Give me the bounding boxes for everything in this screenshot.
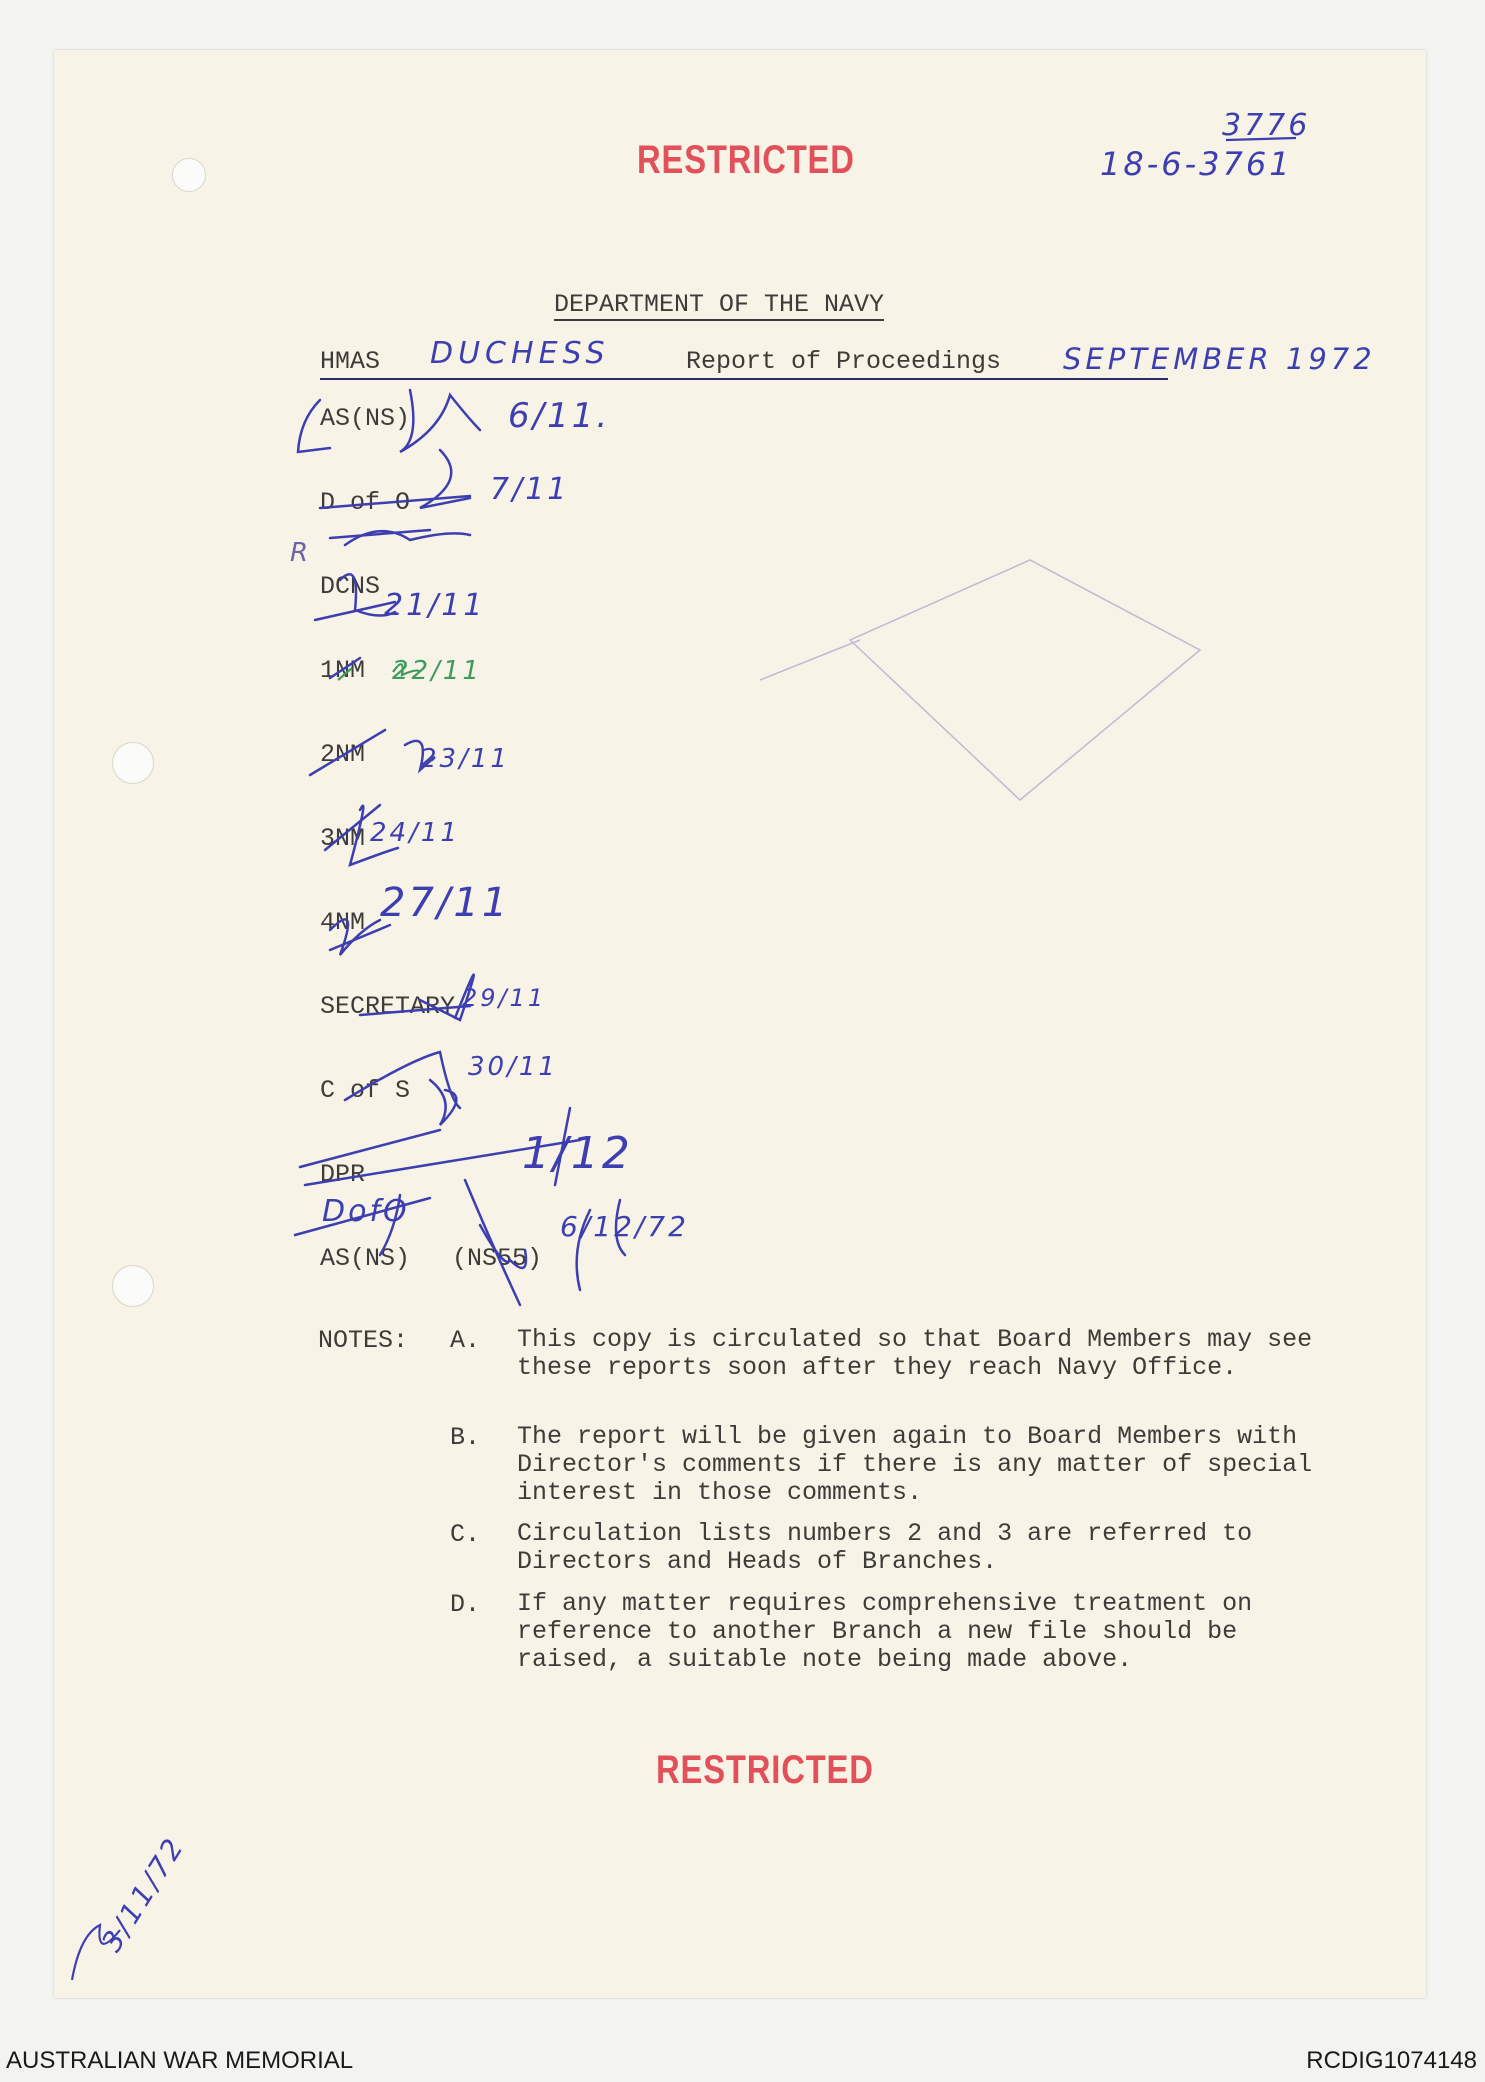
routing-annotation: 24/11 xyxy=(370,818,460,848)
note-letter: B. xyxy=(450,1423,481,1452)
note-letter: C. xyxy=(450,1520,481,1549)
punch-hole xyxy=(172,158,206,192)
punch-hole xyxy=(112,742,154,784)
document-title: DEPARTMENT OF THE NAVY xyxy=(554,290,885,319)
footer-source: AUSTRALIAN WAR MEMORIAL xyxy=(6,2047,354,2074)
routing-annotation: 6/11. xyxy=(508,396,611,436)
handwritten-dofo: DofO xyxy=(322,1194,410,1229)
file-ref-bottom: 18-6-3761 xyxy=(1100,145,1293,183)
note-text: If any matter requires comprehensive treatment on reference to another Branch a new file should be raised, a suitable note being made above. xyxy=(517,1589,1253,1674)
routing-annotation: 7/11 xyxy=(490,472,570,507)
margin-initial: R xyxy=(290,538,312,568)
routing-label-2nm: 2NM xyxy=(320,740,366,769)
routing-annotation: 30/11 xyxy=(468,1052,558,1082)
routing-label-1nm: 1NM xyxy=(320,656,366,685)
handwritten-final-date: 6/12/72 xyxy=(560,1210,689,1243)
note-letter: D. xyxy=(450,1590,481,1619)
routing-annotation: 23/11 xyxy=(420,744,510,774)
routing-label-d-of-o: D of O xyxy=(320,488,411,517)
corner-note: 3/11/72 xyxy=(95,1830,192,1958)
routing-annotation: 21/11 xyxy=(384,588,486,623)
note-text: The report will be given again to Board Members with Director's comments if there is any matter of special interest in those comments. xyxy=(517,1422,1313,1507)
routing-label-dpr: DPR xyxy=(320,1160,366,1189)
routing-label-3nm: 3NM xyxy=(320,824,366,853)
report-line-rule xyxy=(320,378,1168,380)
routing-annotation: (NS55) xyxy=(452,1244,543,1273)
routing-annotation: 22/11 xyxy=(392,656,482,686)
routing-annotation: 1/12 xyxy=(522,1128,633,1179)
routing-annotation: 29/11 xyxy=(462,984,547,1012)
note-text: This copy is circulated so that Board Members may see these reports soon after they reach Navy Office. xyxy=(517,1325,1313,1382)
routing-label-secretary: SECRETARY xyxy=(320,992,456,1021)
footer-id: RCDIG1074148 xyxy=(1306,2047,1477,2074)
routing-label-as-ns: AS(NS) xyxy=(320,404,411,433)
notes-heading: NOTES: xyxy=(318,1326,409,1355)
note-letter: A. xyxy=(450,1326,481,1355)
report-period: SEPTEMBER 1972 xyxy=(1063,342,1376,376)
note-text: Circulation lists numbers 2 and 3 are referred to Directors and Heads of Branches. xyxy=(517,1519,1253,1576)
routing-label-4nm: 4NM xyxy=(320,908,366,937)
restricted-stamp-bottom: RESTRICTED xyxy=(656,1748,874,1792)
routing-label-as-ns-final: AS(NS) xyxy=(320,1244,411,1273)
report-label: Report of Proceedings xyxy=(686,347,1002,376)
ship-prefix: HMAS xyxy=(320,347,381,376)
punch-hole xyxy=(112,1265,154,1307)
routing-label-dcns: DCNS xyxy=(320,572,381,601)
file-ref-top: 3776 xyxy=(1222,108,1311,143)
routing-label-c-of-s: C of S xyxy=(320,1076,411,1105)
ship-name: DUCHESS xyxy=(430,336,610,371)
routing-annotation: 27/11 xyxy=(380,880,511,926)
restricted-stamp-top: RESTRICTED xyxy=(637,138,855,182)
